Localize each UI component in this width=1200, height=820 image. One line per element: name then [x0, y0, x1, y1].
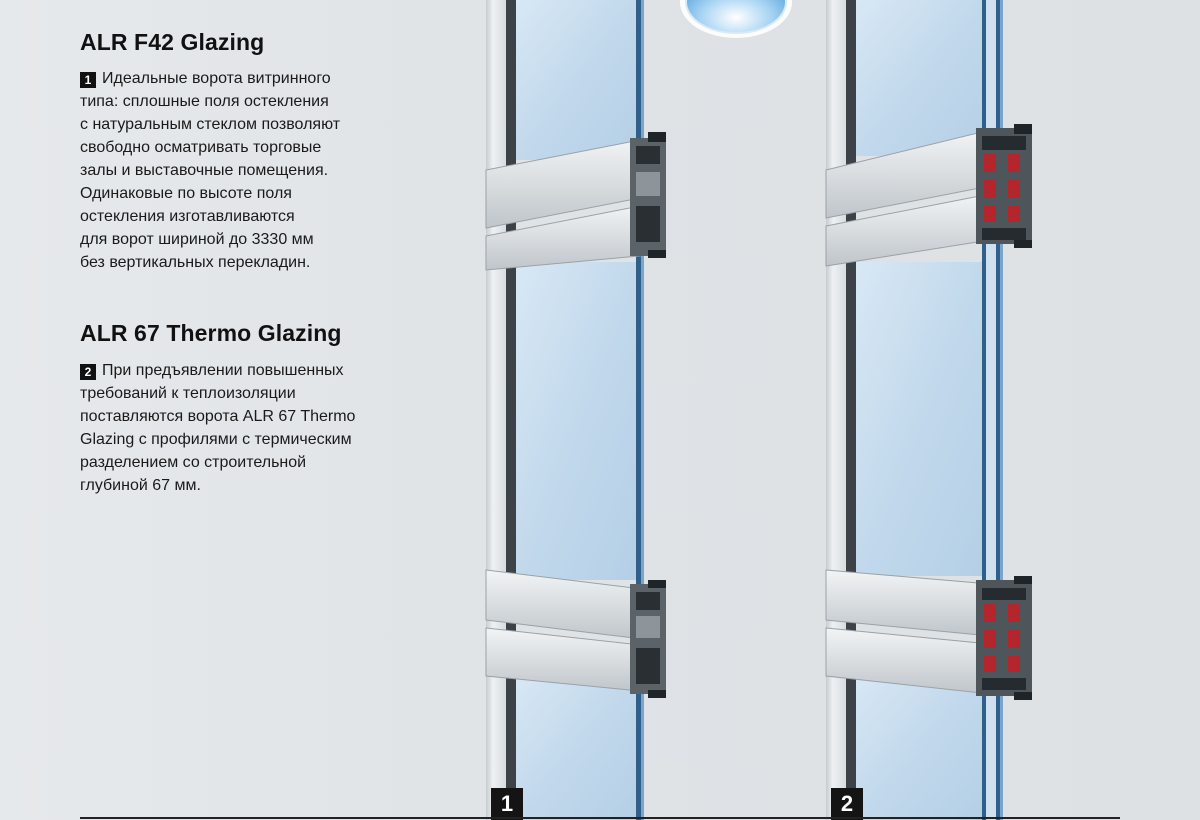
section1-line: с натуральным стеклом позволяют — [80, 116, 341, 133]
profile-2-alr-67-thermo — [826, 0, 1032, 820]
section1-line: типа: сплошные поля остекления — [80, 93, 329, 110]
section2-line: Glazing с профилями с термическим — [80, 431, 352, 448]
section2-line: разделением со строительной — [80, 454, 307, 471]
section2-line: требований к теплоизоляции — [80, 385, 296, 402]
bottom-divider — [80, 817, 1120, 819]
section1-number-badge: 1 — [80, 72, 96, 88]
section2-line: глубиной 67 мм. — [80, 477, 201, 494]
section2-title: ALR 67 Thermo Glazing — [80, 320, 342, 346]
profile-1-alr-f42 — [486, 0, 666, 820]
section1-line: остекления изготавливаются — [80, 208, 295, 225]
section2-line: поставляются ворота ALR 67 Thermo — [80, 408, 356, 425]
section1-line: без вертикальных перекладин. — [80, 254, 311, 271]
section2-line: 2 При предъявлении повышенных — [80, 359, 355, 382]
top-lens-decoration — [680, 0, 792, 38]
section1-line: Одинаковые по высоте поля — [80, 185, 292, 202]
section1-line: залы и выставочные помещения. — [80, 162, 329, 179]
figure-label-1: 1 — [491, 788, 523, 820]
section1-title: ALR F42 Glazing — [80, 29, 265, 55]
section1-line: для ворот шириной до 3330 мм — [80, 231, 314, 248]
figure-label-2: 2 — [831, 788, 863, 820]
section1-line: свободно осматривать торговые — [80, 139, 322, 156]
section2-number-badge: 2 — [80, 364, 96, 380]
section1-line: 1 Идеальные ворота витринного — [80, 67, 340, 90]
